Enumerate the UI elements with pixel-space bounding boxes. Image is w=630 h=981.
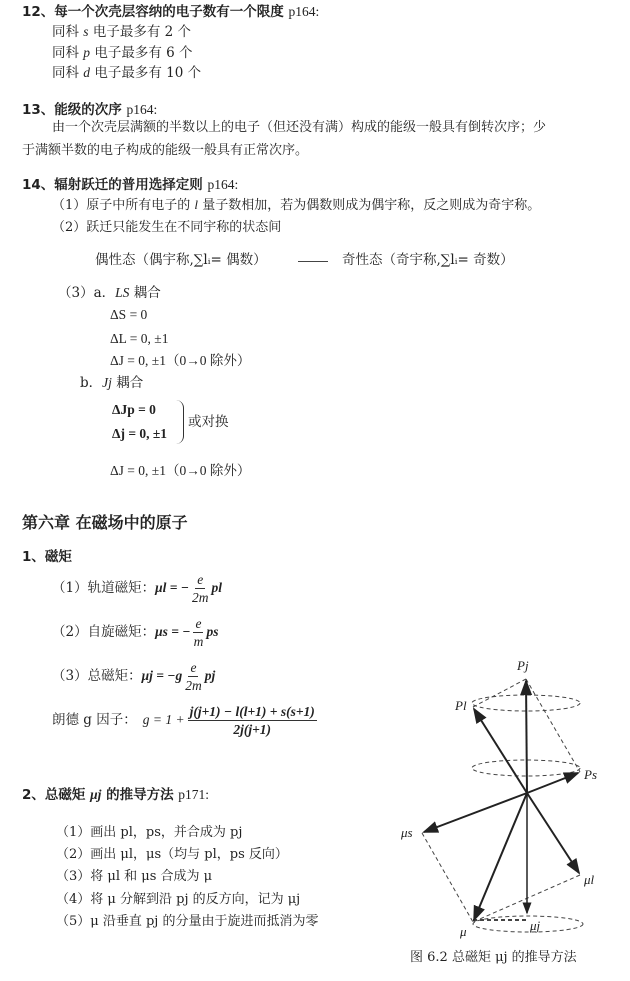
- step-item: （4）将 μ 分解到沿 pj 的反方向，记为 μj: [56, 892, 301, 907]
- list-item: （1）原子中所有电子的 l 量子数相加，若为偶数则成为偶宇称，反之则成为奇宇称。: [52, 197, 541, 213]
- list-item: （2）跃迁只能发生在不同宇称的状态间: [52, 220, 282, 235]
- list-item: 同科 p 电子最多有 6 个: [52, 45, 193, 61]
- paragraph-line: 于满额半数的电子构成的能级一般具有正常次序。: [22, 143, 309, 158]
- rule-ls: ΔL = 0, ±1: [110, 331, 169, 346]
- lande-factor: 朗德 g 因子： g = 1 + $\frac{j(j+1) - l(l+1) + s(s+1)}{2j(j+1)}$: [52, 703, 315, 737]
- rule-jj: ΔJ = 0, ±1（0→0 除外）: [110, 463, 251, 478]
- orbital-moment: （1）轨道磁矩： μl = − $\frac{e}{2m}$ pl: [52, 571, 222, 605]
- label-pl: Pl: [455, 698, 467, 713]
- step-item: （2）画出 μl，μs（均与 pl，ps 反向）: [56, 847, 288, 862]
- section-13-heading: 13、能级的次序 p164:: [22, 102, 158, 118]
- label-muj: μj: [530, 918, 541, 933]
- step-item: （1）画出 pl，ps，并合成为 pj: [56, 825, 243, 840]
- spin-moment: （2）自旋磁矩： μs = − $\frac{e}{m}$ ps: [52, 615, 219, 649]
- step-item: （5）μ 沿垂直 pj 的分量由于旋进而抵消为零: [56, 914, 319, 929]
- rule-jj: ΔJp = 0: [112, 402, 156, 417]
- rule-ls: ΔJ = 0, ±1（0→0 除外）: [110, 353, 251, 368]
- label-mus: μs: [401, 825, 413, 840]
- label-pj: Pj: [517, 658, 529, 673]
- figure-caption: 图 6.2 总磁矩 μj 的推导方法: [410, 950, 577, 965]
- mul-vector: [527, 793, 579, 873]
- dashed-line: [526, 679, 580, 772]
- rule-ls: ΔS = 0: [110, 307, 148, 322]
- pj-vector: [526, 681, 527, 793]
- dashed-line: [473, 679, 526, 707]
- mus-vector: [424, 793, 527, 832]
- precession-ellipse: [473, 916, 583, 932]
- dashed-line: [422, 833, 473, 922]
- chapter-title: 第六章 在磁场中的原子: [22, 513, 188, 532]
- label-mu: μ: [460, 924, 467, 939]
- swap-note: 或对换: [188, 414, 229, 430]
- list-item: b．Jj 耦合: [80, 375, 144, 391]
- section-1-heading: 1、磁矩: [22, 549, 72, 565]
- pl-vector: [474, 709, 527, 793]
- parity-even: 偶性态（偶宇称,∑lᵢ= 偶数）: [95, 252, 267, 268]
- paragraph-line: 由一个次壳层满额的半数以上的电子（但还没有满）构成的能级一般具有倒转次序；少: [52, 120, 547, 135]
- section-14-heading: 14、辐射跃迁的普用选择定则 p164:: [22, 177, 239, 193]
- label-mul: μl: [584, 872, 595, 887]
- step-item: （3）将 μl 和 μs 合成为 μ: [56, 869, 213, 884]
- section-12-heading: 12、每一个次壳层容纳的电子数有一个限度 p164:: [22, 4, 320, 20]
- total-moment: （3）总磁矩： μj = −g $\frac{e}{2m}$ pj: [52, 659, 216, 693]
- label-ps: Ps: [584, 767, 597, 782]
- parity-odd: 奇性态（奇宇称,∑lᵢ= 奇数）: [342, 252, 514, 268]
- rule-jj: Δj = 0, ±1: [112, 426, 168, 441]
- list-item: （3）a．LS 耦合: [58, 285, 161, 301]
- section-2-heading: 2、总磁矩 μj 的推导方法 p171:: [22, 787, 210, 803]
- list-item: 同科 s 电子最多有 2 个: [52, 24, 192, 40]
- ps-vector: [527, 773, 578, 793]
- list-item: 同科 d 电子最多有 10 个: [52, 65, 202, 81]
- mu-vector: [474, 793, 527, 920]
